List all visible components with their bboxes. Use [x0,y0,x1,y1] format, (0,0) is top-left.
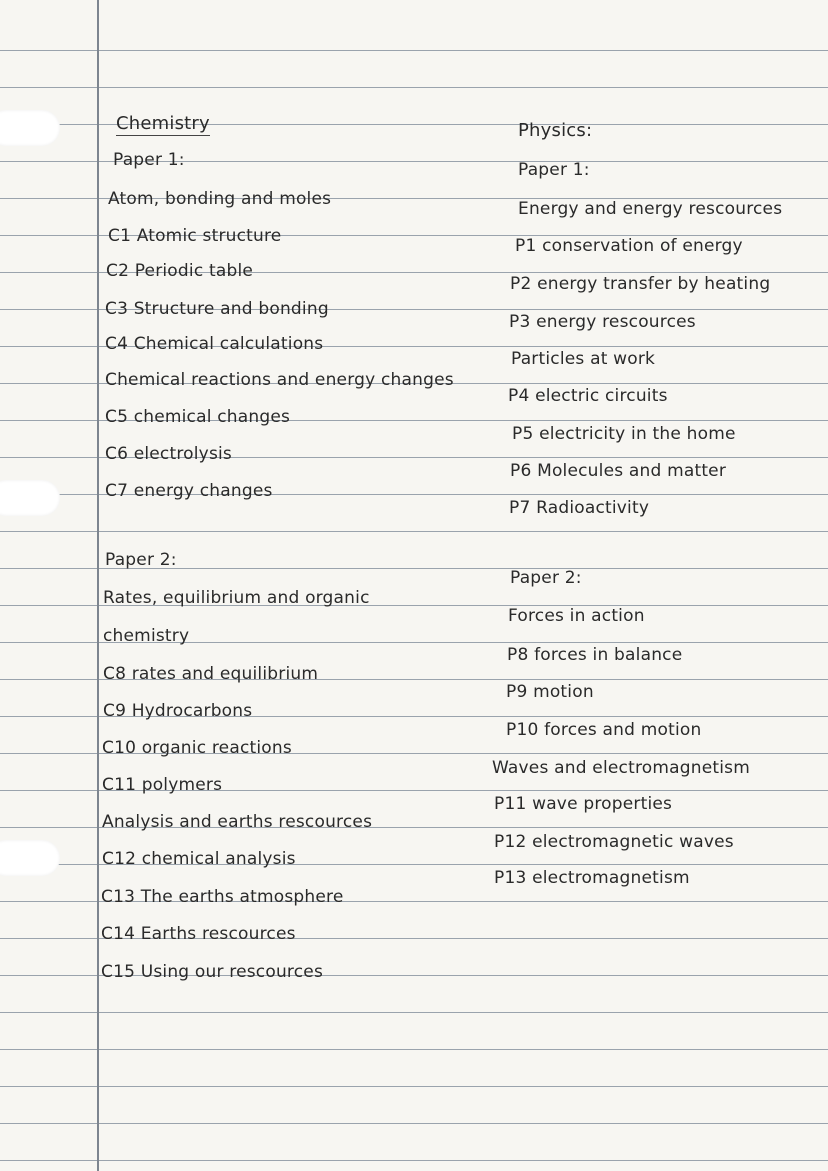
margin-line [97,0,99,1171]
physics-paper1-line: Particles at work [511,349,656,369]
chemistry-paper2-line: C14 Earths rescources [101,924,296,944]
chemistry-paper1-line: C6 electrolysis [105,444,232,464]
physics-paper1-line: P1 conservation of energy [515,236,743,256]
chemistry-paper1-line: C1 Atomic structure [108,226,282,246]
chemistry-paper1-line: Atom, bonding and moles [108,189,332,209]
physics-paper1-line: P7 Radioactivity [509,498,650,518]
chemistry-paper2-line: C8 rates and equilibrium [103,664,319,684]
punch-hole [0,840,60,876]
physics-paper1-label: Paper 1: [518,160,590,180]
chemistry-paper2-line: C13 The earths atmosphere [101,887,344,907]
physics-paper2-line: Forces in action [508,606,645,626]
physics-paper1-line: Energy and energy rescources [518,199,783,219]
chemistry-paper1-line: C4 Chemical calculations [105,334,324,354]
physics-paper2-line: P9 motion [506,682,594,702]
chemistry-paper2-line: C15 Using our rescources [101,962,323,982]
physics-paper1-line: P3 energy rescources [509,312,696,332]
chemistry-paper2-line: Rates, equilibrium and organic [103,588,370,608]
chemistry-paper2-label: Paper 2: [105,550,177,570]
physics-paper1-line: P2 energy transfer by heating [510,274,771,294]
chemistry-paper2-line: C10 organic reactions [102,738,292,758]
physics-paper2-line: P10 forces and motion [506,720,702,740]
physics-paper2-line: P12 electromagnetic waves [494,832,734,852]
punch-hole [0,110,60,146]
chemistry-paper1-line: C5 chemical changes [105,407,291,427]
chemistry-paper2-line: Analysis and earths rescources [102,812,373,832]
physics-paper1-line: P6 Molecules and matter [510,461,727,481]
chemistry-paper1-line: C3 Structure and bonding [105,299,329,319]
chemistry-paper1-line: C7 energy changes [105,481,273,501]
chemistry-paper2-line: chemistry [103,626,190,646]
physics-paper2-line: P11 wave properties [494,794,673,814]
physics-paper2-line: Waves and electromagnetism [492,758,750,778]
physics-paper2-line: P13 electromagnetism [494,868,690,888]
physics-paper2-line: P8 forces in balance [507,645,683,665]
physics-paper1-line: P5 electricity in the home [512,424,736,444]
physics-title: Physics: [518,120,593,141]
chemistry-title: Chemistry [116,113,210,134]
chemistry-paper2-line: C12 chemical analysis [102,849,296,869]
physics-paper2-label: Paper 2: [510,568,582,588]
physics-paper1-line: P4 electric circuits [508,386,668,406]
chemistry-paper1-line: Chemical reactions and energy changes [105,370,454,390]
punch-hole [0,480,60,516]
chemistry-paper1-line: C2 Periodic table [106,261,254,281]
chemistry-paper2-line: C9 Hydrocarbons [103,701,253,721]
chemistry-paper1-label: Paper 1: [113,150,185,170]
chemistry-paper2-line: C11 polymers [102,775,223,795]
